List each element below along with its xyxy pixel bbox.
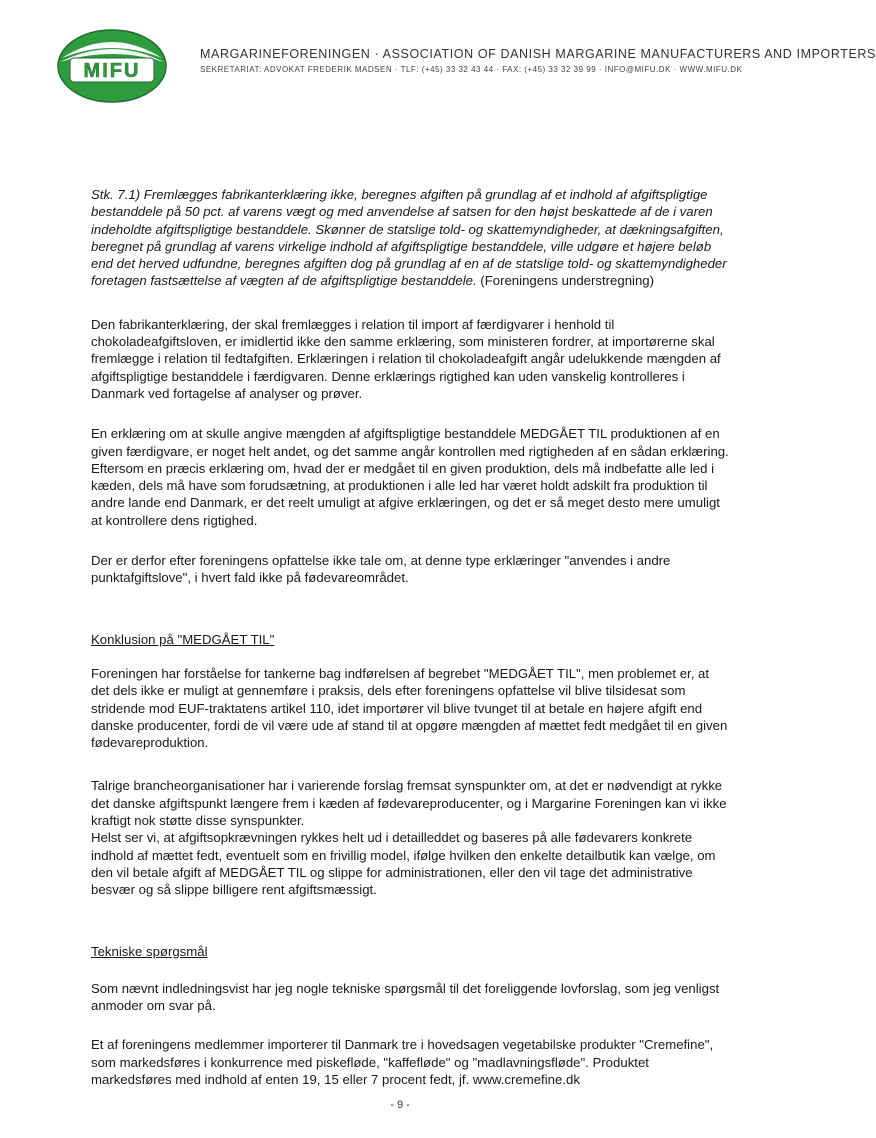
section-heading: Konklusion på "MEDGÅET TIL" [91, 631, 275, 647]
contact-info: SEKRETARIAT: ADVOKAT FREDERIK MADSEN · TLF: (+45) 33 32 43 44 · FAX: (+45) 33 32 39 99 · INFO@MIFU.DK · WWW.MIFU.DK [200, 65, 743, 74]
paragraph: Foreningen har forståelse for tankerne bag indførelsen af begrebet "MEDGÅET TIL", men problemet er, at det dels ikke er muligt at gennemføre i praksis, dels efter foreningens opfattelse vil blive tilsidesat som stridende mod EUF-traktatens artikel 110, idet importører vil blive tvunget til at betale en højere afgift end danske producenter, fordi de vil være ude af stand til at opgøre mængden af mættet fedt medgået til en given fødevareproduktion. [91, 665, 728, 751]
section-heading: Tekniske spørgsmål [91, 943, 208, 959]
organization-name: MARGARINEFORENINGEN · ASSOCIATION OF DANISH MARGARINE MANUFACTURERS AND IMPORTERS [200, 47, 876, 61]
paragraph: Som nævnt indledningsvist har jeg nogle tekniske spørgsmål til det foreliggende lovforslag, som jeg venligst anmoder om svar på. [91, 980, 720, 1014]
paragraph: Der er derfor efter foreningens opfattelse ikke tale om, at denne type erklæringer "anvendes i andre punktafgiftslove", i hvert fald ikke på fødevareområdet. [91, 553, 671, 586]
paragraph: Talrige brancheorganisationer har i varierende forslag fremsat synspunkter om, at det er nødvendigt at rykke det danske afgiftspunkt længere frem i kæden af fødevareproducenter, og i Margarine Foreningen kan vi ikke kraftigt nok støtte disse synspunkter. [91, 778, 727, 829]
page-number: - 9 - [390, 1099, 410, 1111]
mifu-logo-icon [56, 28, 168, 104]
paragraph: En erklæring om at skulle angive mængden af afgiftspligtige bestanddele MEDGÅET TIL produktionen af en given færdigvare, er noget helt andet, og det samme angår kontrollen med rigtigheden af en sådan erklæring. Eftersom en præcis erklæring om, hvad der er medgået til en given produktion, dels må indbefatte alle led i kæden, dels må have som forudsætning, at produktionen i alle led har været holdt adskilt fra produktion til andre lande end Danmark, er det reelt umuligt at afgive erklæringen, og det er så meget desto mere umuligt at kontrollere dens rigtighed. [91, 426, 729, 528]
svg-text:MIFU: MIFU [83, 60, 141, 82]
letter-body [91, 186, 731, 1088]
quoted-paragraph [91, 186, 731, 290]
quote-text: Stk. 7.1) Fremlægges fabrikanterklæring ikke, beregnes afgiften på grundlag af et indhold af afgiftspligtige bestanddele på 50 pct. af varens vægt og med anvendelse af satsen for den højst beskattede af de i varen indeholdte afgiftspligtige bestanddele. Skønner de statslige told- og skattemyndigheder, at dækningsafgiften, beregnet på grundlag af varens virkelige indhold af afgiftspligtige bestanddele, ville udgøre et højere beløb end det herved udfundne, beregnes afgiften dog på grundlag af en af de statslige told- og skattemyndigheder foretagen fastsættelse af vægten af de afgiftspligtige bestanddele. [91, 187, 727, 289]
paragraph: Den fabrikanterklæring, der skal fremlægges i relation til import af færdigvarer i henhold til chokoladeafgiftsloven, er imidlertid ikke den samme erklæring, som ministeren fordrer, at importørerne skal fremlægge i relation til fedtafgiften. Erklæringen i relation til chokoladeafgift angår udelukkende mængden af afgiftspligtige bestanddele i færdigvaren. Denne erklærings rigtighed kan uden vanskelig kontrolleres i Danmark ved fortagelse af analyser og prøver. [91, 316, 721, 401]
quote-note: (Foreningens understregning) [480, 273, 655, 289]
paragraph: Helst ser vi, at afgiftsopkrævningen rykkes helt ud i detailleddet og baseres på alle fødevarers konkrete indhold af mættet fedt, eventuelt som en frivillig model, ifølge hvilken den enkelte detailbutik kan vælge, om den vil betale afgift af MEDGÅET TIL og slippe for administrationen, eller den vil tage det administrative besvær og så slippe billigere rent afgiftsmæssigt. [91, 830, 716, 898]
mifu-logo [56, 28, 168, 104]
paragraph: Et af foreningens medlemmer importerer til Danmark tre i hovedsagen vegetabilske produkter "Cremefine", som markedsføres i konkurrence med piskefløde, "kaffefløde" og "madlavningsfløde". Produktet markedsføres med indhold af enten 19, 15 eller 7 procent fedt, jf. www.cremefine.dk [91, 1037, 714, 1087]
